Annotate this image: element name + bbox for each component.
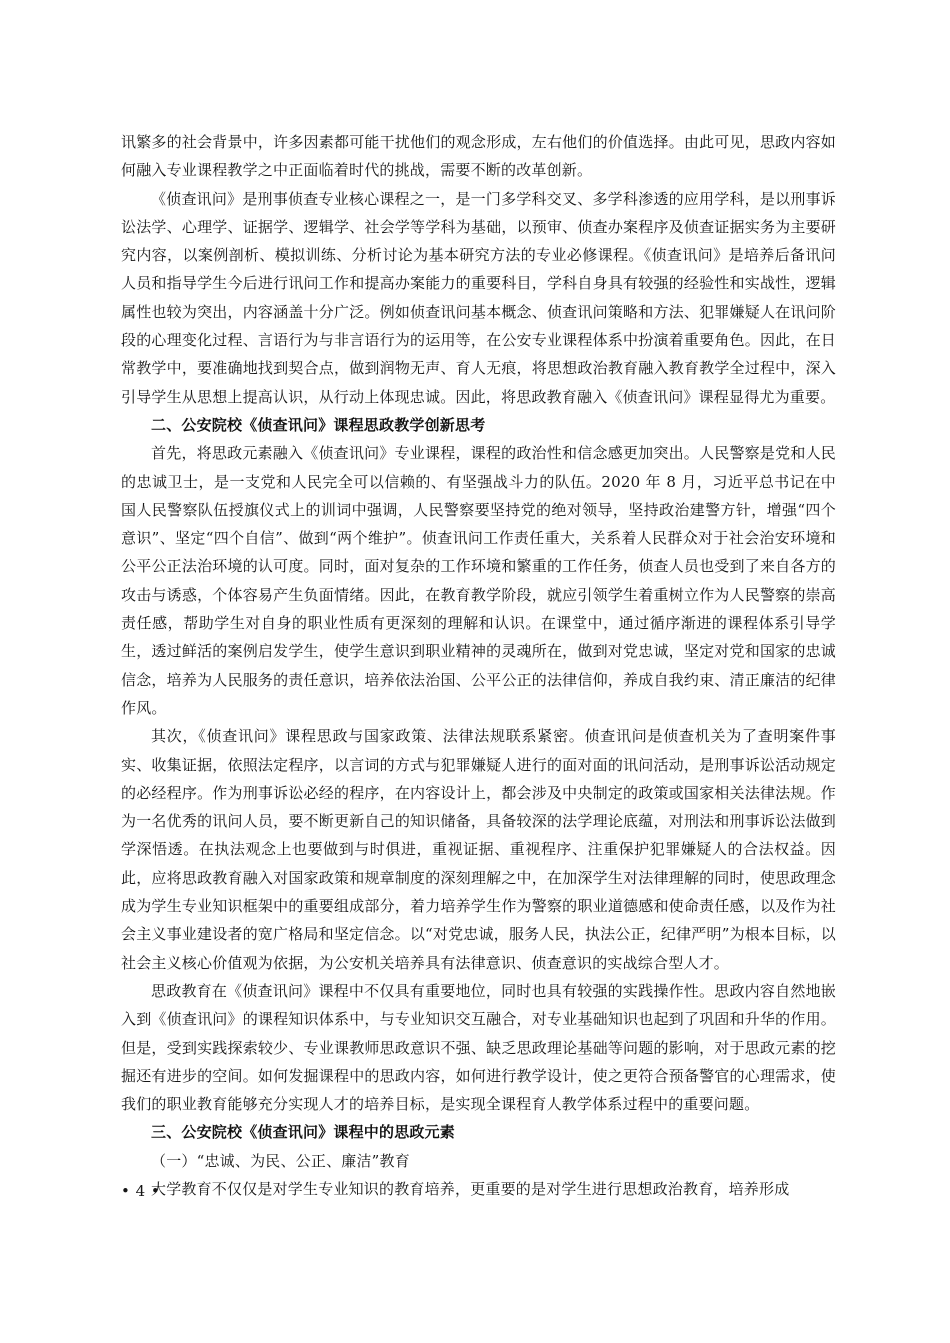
paragraph-1: 讯繁多的社会背景中，许多因素都可能干扰他们的观念形成，左右他们的价值选择。由此可见，思政内容如何融入专业课程教学之中正面临着时代的挑战，需要不断的改革创新。 (121, 133, 836, 180)
section-heading-3: 三、公安院校《侦查讯问》课程中的思政元素 (151, 1123, 456, 1142)
paragraph-2: 《侦查讯问》是刑事侦查专业核心课程之一，是一门多学科交叉、多学科渗透的应用学科，是以刑事诉讼法学、心理学、证据学、逻辑学、社会学等学科为基础，以预审、侦查办案程序及侦查证据实务为主要研究内容，以案例剖析、模拟训练、分析讨论为基本研究方法的专业必修课程。《侦查讯问》是培养后备讯问人员和指导学生今后进行讯问工作和提高办案能力的重要科目，学科自身具有较强的经验性和实战性，逻辑属性也较为突出，内容涵盖十分广泛。例如侦查讯问基本概念、侦查讯问策略和方法、犯罪嫌疑人在讯问阶段的心理变化过程、言语行为与非言语行为的运用等，在公安专业课程体系中扮演着重要角色。因此，在日常教学中，要准确地找到契合点，做到润物无声、育人无痕，将思想政治教育融入教育教学全过程中，深入引导学生从思想上提高认识，从行动上体现忠诚。因此，将思政教育融入《侦查讯问》课程显得尤为重要。 (121, 189, 836, 406)
page-number: • 4 • (121, 1182, 161, 1200)
paragraph-5: 思政教育在《侦查讯问》课程中不仅具有重要地位，同时也具有较强的实践操作性。思政内容自然地嵌入到《侦查讯问》的课程知识体系中，与专业知识交互融合，对专业基础知识也起到了巩固和升华的作用。但是，受到实践探索较少、专业课教师思政意识不强、缺乏思政理论基础等问题的影响，对于思政元素的挖掘还有进步的空间。如何发掘课程中的思政内容，如何进行教学设计，使之更符合预备警官的心理需求，使我们的职业教育能够充分实现人才的培养目标，是实现全课程育人教学体系过程中的重要问题。 (121, 981, 836, 1114)
subsection-heading-3-1: （一）“忠诚、为民、公正、廉洁”教育 (151, 1151, 410, 1170)
paragraph-6: 大学教育不仅仅是对学生专业知识的教育培养，更重要的是对学生进行思想政治教育，培养形成 (151, 1179, 790, 1198)
document-page (121, 128, 836, 1203)
section-heading-2: 二、公安院校《侦查讯问》课程思政教学创新思考 (151, 415, 486, 434)
paragraph-3: 首先，将思政元素融入《侦查讯问》专业课程，课程的政治性和信念感更加突出。人民警察是党和人民的忠诚卫士，是一支党和人民完全可以信赖的、有坚强战斗力的队伍。2020 年 8 月，习近平总书记在中国人民警察队伍授旗仪式上的训词中强调，人民警察要坚持党的绝对领导，坚持政治建警方针，增强“四个意识”、坚定“四个自信”、做到“两个维护”。侦查讯问工作责任重大，关系着人民群众对于社会治安环境和公平公正法治环境的认可度。同时，面对复杂的工作环境和繁重的工作任务，侦查人员也受到了来自各方的攻击与诱惑，个体容易产生负面情绪。因此，在教育教学阶段，就应引领学生着重树立作为人民警察的崇高责任感，帮助学生对自身的职业性质有更深刻的理解和认识。在课堂中，通过循序渐进的课程体系引导学生，透过鲜活的案例启发学生，使学生意识到职业精神的灵魂所在，做到对党忠诚，坚定对党和国家的忠诚信念，培养为人民服务的责任意识，培养依法治国、公平公正的法律信仰，养成自我约束、清正廉洁的纪律作风。 (121, 444, 836, 717)
paragraph-4: 其次，《侦查讯问》课程思政与国家政策、法律法规联系紧密。侦查讯问是侦查机关为了查明案件事实、收集证据，依照法定程序，以言词的方式与犯罪嫌疑人进行的面对面的讯问活动，是刑事诉讼活动规定的必经程序。作为刑事诉讼必经的程序，在内容设计上，都会涉及中央制定的政策或国家相关法律法规。作为一名优秀的讯问人员，要不断更新自己的知识储备，具备较深的法学理论底蕴，对刑法和刑事诉讼法做到学深悟透。在执法观念上也要做到与时俱进，重视证据、重视程序、注重保护犯罪嫌疑人的合法权益。因此，应将思政教育融入对国家政策和规章制度的深刻理解之中，在加深学生对法律理解的同时，使思政理念成为学生专业知识框架中的重要组成部分，着力培养学生作为警察的职业道德感和使命责任感，以及作为社会主义事业建设者的宽广格局和坚定信念。以“对党忠诚，服务人民，执法公正，纪律严明”为根本目标，以社会主义核心价值观为依据，为公安机关培养具有法律意识、侦查意识的实战综合型人才。 (121, 727, 836, 972)
